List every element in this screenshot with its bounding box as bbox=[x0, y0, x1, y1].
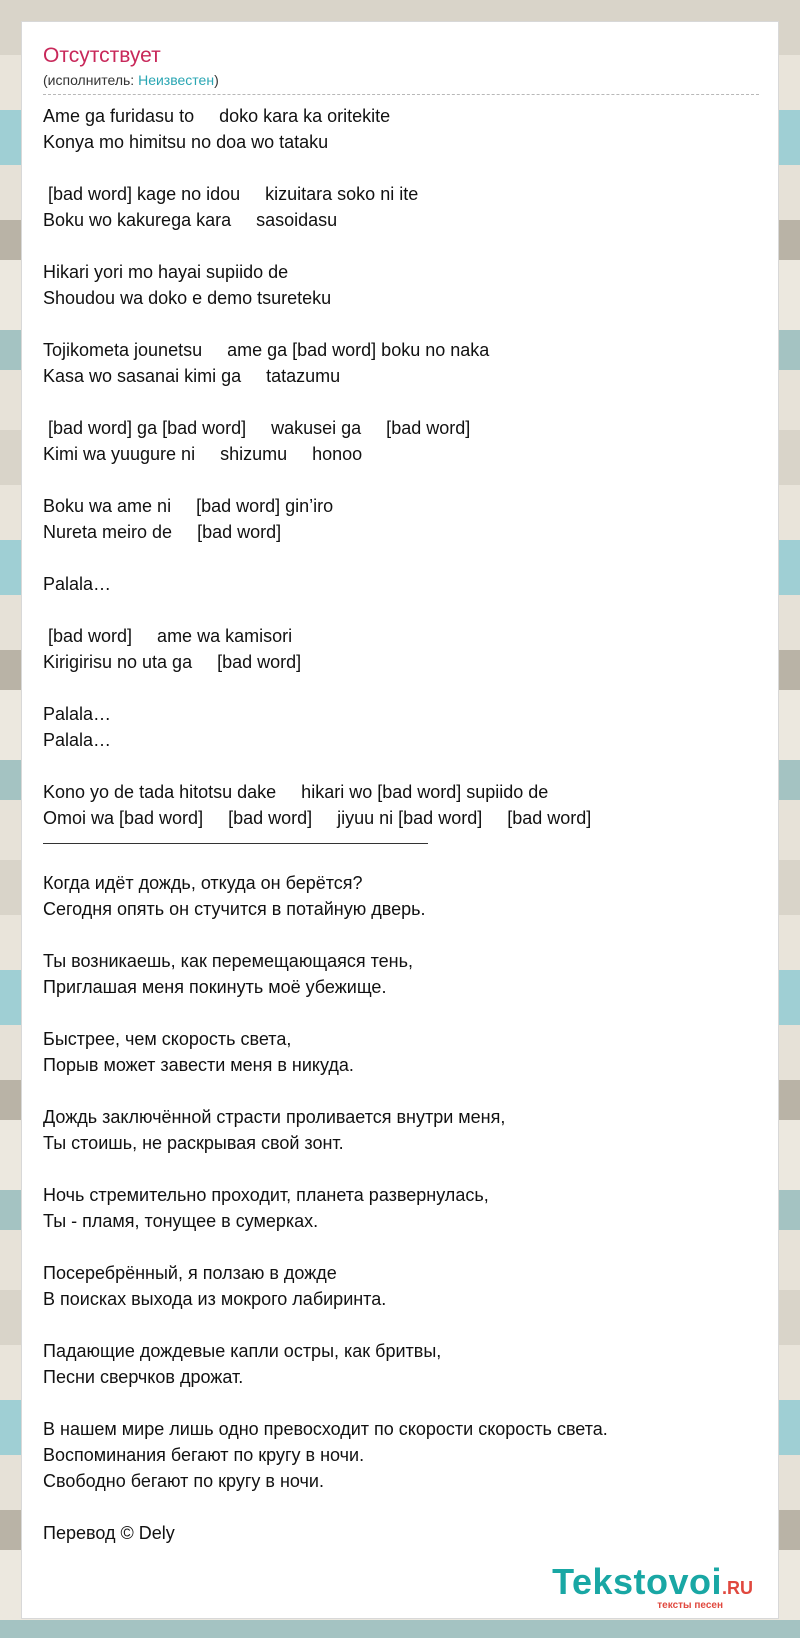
logo-tagline: тексты песен bbox=[657, 1600, 723, 1611]
stanza-gap bbox=[43, 1000, 759, 1026]
lyric-line: [bad word] ga [bad word] wakusei ga [bad word] bbox=[43, 418, 471, 438]
lyric-line: [bad word] ame wa kamisori bbox=[43, 626, 293, 646]
stanza-gap bbox=[43, 922, 759, 948]
stanza-gap bbox=[43, 1234, 759, 1260]
lyric-line: Boku wo kakurega kara sasoidasu bbox=[43, 210, 338, 230]
translation-line: Посеребрённый, я ползаю в дожде bbox=[43, 1263, 337, 1283]
translation-line: Приглашая меня покинуть моё убежище. bbox=[43, 977, 387, 997]
lyric-line: Tojikometa jounetsu ame ga [bad word] boku no naka bbox=[43, 340, 490, 360]
stanza-gap bbox=[43, 1156, 759, 1182]
stanza-gap bbox=[43, 389, 759, 415]
translation-line: Падающие дождевые капли остры, как бритвы, bbox=[43, 1341, 442, 1361]
translation-divider bbox=[43, 843, 428, 844]
lyric-line: [bad word] kage no idou kizuitara soko ni ite bbox=[43, 184, 419, 204]
stanza-gap bbox=[43, 597, 759, 623]
translation-line: Ночь стремительно проходит, планета развернулась, bbox=[43, 1185, 489, 1205]
artist-line bbox=[43, 72, 219, 88]
lyric-line: Shoudou wa doko e demo tsureteku bbox=[43, 288, 332, 308]
lyrics-card bbox=[21, 21, 779, 1619]
logo-name: Tekstovoi bbox=[552, 1561, 722, 1602]
lyric-line: Omoi wa [bad word] [bad word] jiyuu ni [bad word] [bad word] bbox=[43, 808, 592, 828]
stanza-gap bbox=[43, 233, 759, 259]
lyric-line: Palala… bbox=[43, 730, 112, 750]
stanza-gap bbox=[43, 311, 759, 337]
lyrics-body bbox=[43, 103, 759, 1546]
stanza-gap bbox=[43, 155, 759, 181]
translation-line: Когда идёт дождь, откуда он берётся? bbox=[43, 873, 363, 893]
translation-line: В поисках выхода из мокрого лабиринта. bbox=[43, 1289, 387, 1309]
translation-line: Порыв может завести меня в никуда. bbox=[43, 1055, 354, 1075]
lyric-line: Palala… bbox=[43, 704, 112, 724]
translation-line: Ты - пламя, тонущее в сумерках. bbox=[43, 1211, 319, 1231]
lyric-line: Hikari yori mo hayai supiido de bbox=[43, 262, 289, 282]
translation-line: Дождь заключённой страсти проливается внутри меня, bbox=[43, 1107, 506, 1127]
logo-tld: .RU bbox=[722, 1578, 753, 1598]
stanza-gap bbox=[43, 545, 759, 571]
lyric-line: Konya mo himitsu no doa wo tataku bbox=[43, 132, 329, 152]
lyric-line: Kasa wo sasanai kimi ga tatazumu bbox=[43, 366, 341, 386]
stanza-gap bbox=[43, 675, 759, 701]
site-logo[interactable] bbox=[552, 1561, 753, 1611]
translation-line: Воспоминания бегают по кругу в ночи. bbox=[43, 1445, 365, 1465]
stanza-gap bbox=[43, 1390, 759, 1416]
stanza-gap bbox=[43, 467, 759, 493]
lyric-line: Nureta meiro de [bad word] bbox=[43, 522, 282, 542]
lyric-line: Ame ga furidasu to doko kara ka oritekite bbox=[43, 106, 391, 126]
lyric-line: Palala… bbox=[43, 574, 112, 594]
stanza-gap bbox=[43, 1312, 759, 1338]
translation-line: Перевод © Dely bbox=[43, 1523, 175, 1543]
stanza-gap bbox=[43, 753, 759, 779]
translation-line: Сегодня опять он стучится в потайную дверь. bbox=[43, 899, 426, 919]
artist-link[interactable]: Неизвестен bbox=[138, 72, 215, 88]
translation-line: Ты стоишь, не раскрывая свой зонт. bbox=[43, 1133, 344, 1153]
lyric-line: Kimi wa yuugure ni shizumu honoo bbox=[43, 444, 363, 464]
lyric-line: Kono yo de tada hitotsu dake hikari wo [bad word] supiido de bbox=[43, 782, 549, 802]
translation-line: Ты возникаешь, как перемещающаяся тень, bbox=[43, 951, 414, 971]
original-lyrics bbox=[43, 103, 759, 831]
artist-suffix: ) bbox=[214, 72, 219, 88]
translation-line: Свободно бегают по кругу в ночи. bbox=[43, 1471, 324, 1491]
header-divider bbox=[43, 94, 759, 95]
translation-line: В нашем мире лишь одно превосходит по скорости скорость света. bbox=[43, 1419, 608, 1439]
song-title: Отсутствует bbox=[43, 44, 161, 67]
lyric-line: Boku wa ame ni [bad word] gin’iro bbox=[43, 496, 334, 516]
lyric-line: Kirigirisu no uta ga [bad word] bbox=[43, 652, 302, 672]
artist-prefix: (исполнитель: bbox=[43, 72, 139, 88]
translation-line: Быстрее, чем скорость света, bbox=[43, 1029, 292, 1049]
stanza-gap bbox=[43, 1078, 759, 1104]
translation-lyrics bbox=[43, 870, 759, 1546]
stanza-gap bbox=[43, 1494, 759, 1520]
translation-line: Песни сверчков дрожат. bbox=[43, 1367, 244, 1387]
